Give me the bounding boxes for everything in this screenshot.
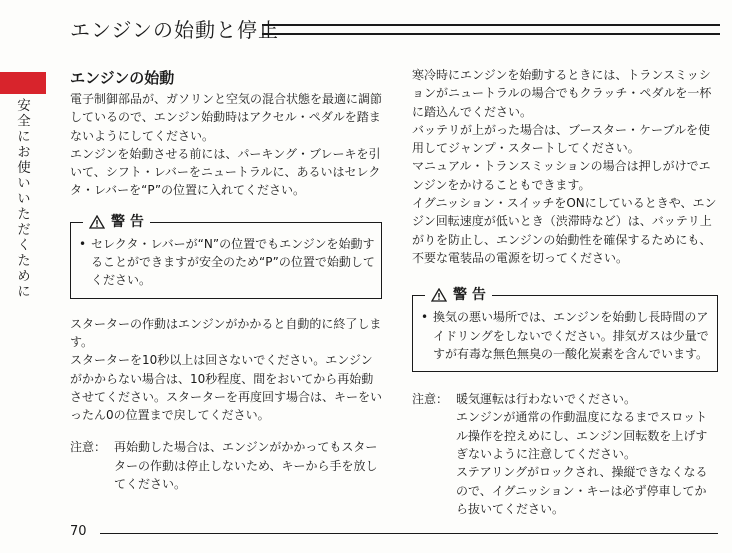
- paragraph: 電子制御部品が、ガソリンと空気の混合状態を最適に調節しているので、エンジン始動時はアクセル・ペダルを踏まないようにしてください。: [70, 92, 383, 143]
- note-label: 注意：: [70, 440, 107, 455]
- warning-title: 警 告: [111, 213, 144, 230]
- bullet-icon: •: [79, 236, 87, 251]
- warning-text: セレクタ・レバーが“N”の位置でもエンジンを始動することができますが安全のため“P”の位置で始動してください。: [91, 236, 375, 288]
- paragraph: エンジンを始動させる前には、パーキング・ブレーキを引いて、シフト・レバーをニュートラルに、あるいはセレクタ・レバーを“P”の位置に入れてください。: [70, 146, 381, 198]
- header-double-rule: [262, 24, 720, 35]
- section-heading: エンジンの始動: [70, 69, 175, 87]
- warning-header: [83, 211, 150, 233]
- right-column: [412, 66, 718, 518]
- note-text: 暖気運転は行わないでください。: [456, 392, 637, 407]
- note: [412, 390, 718, 518]
- paragraph: バッテリが上がった場合は、ブースター・ケーブルを使用してジャンプ・スタートしてください。: [412, 122, 710, 156]
- warning-header: [425, 284, 492, 306]
- note-text: ステアリングがロックされ、操縦できなくなるので、イグニッション・キーは必ず停車してから抜いてください。: [456, 465, 708, 516]
- section-tab-label: 安全にお使いいただくために: [14, 98, 30, 300]
- note-text: 再始動した場合は、エンジンがかかってもスターターの作動は停止しないため、キーから手を放してください。: [114, 440, 378, 492]
- note-label: 注意：: [412, 392, 449, 407]
- note-text: エンジンが通常の作動温度になるまでスロットル操作を控えめにし、エンジン回転数を上げすぎないように注意してください。: [456, 410, 708, 462]
- warning-item: [79, 235, 375, 290]
- warning-text: 換気の悪い場所では、エンジンを始動し長時間のアイドリングをしないでください。排気ガスは少量ですが有毒な無色無臭の一酸化炭素を含んでいます。: [433, 310, 709, 361]
- note: [70, 438, 382, 493]
- bullet-icon: •: [421, 310, 429, 325]
- warning-box: [412, 287, 718, 372]
- warning-triangle-icon: [89, 215, 105, 229]
- paragraph: スターターの作動はエンジンがかかると自動的に終了します。: [70, 316, 382, 349]
- warning-item: [421, 308, 711, 363]
- page-title: エンジンの始動と停止: [70, 18, 279, 42]
- page-number: 70: [70, 524, 87, 539]
- left-column: [70, 68, 382, 493]
- paragraph: イグニッション・スイッチをONにしているときや、エンジン回転速度が低いとき（渋滞時など）は、バッテリ上がりを防止し、エンジンの始動性を確保するためにも、不要な電装品の電源を切ってください。: [412, 196, 717, 265]
- footer-rule: [100, 533, 718, 534]
- warning-title: 警 告: [453, 287, 486, 304]
- warning-box: [70, 213, 382, 299]
- warning-triangle-icon: [431, 288, 447, 302]
- section-tab-marker: [0, 72, 46, 94]
- paragraph: 寒冷時にエンジンを始動するときには、トランスミッションがニュートラルの場合でもクラッチ・ペダルを一杯に踏込んでください。: [412, 68, 712, 119]
- paragraph: スターターを10秒以上は回さないでください。エンジンがかからない場合は、10秒程度、間をおいてから再始動させてください。スターターを再度回す場合は、キーをいったん0の位置まで戻してください。: [70, 353, 383, 423]
- paragraph: マニュアル・トランスミッションの場合は押しがけでエンジンをかけることもできます。: [412, 159, 711, 192]
